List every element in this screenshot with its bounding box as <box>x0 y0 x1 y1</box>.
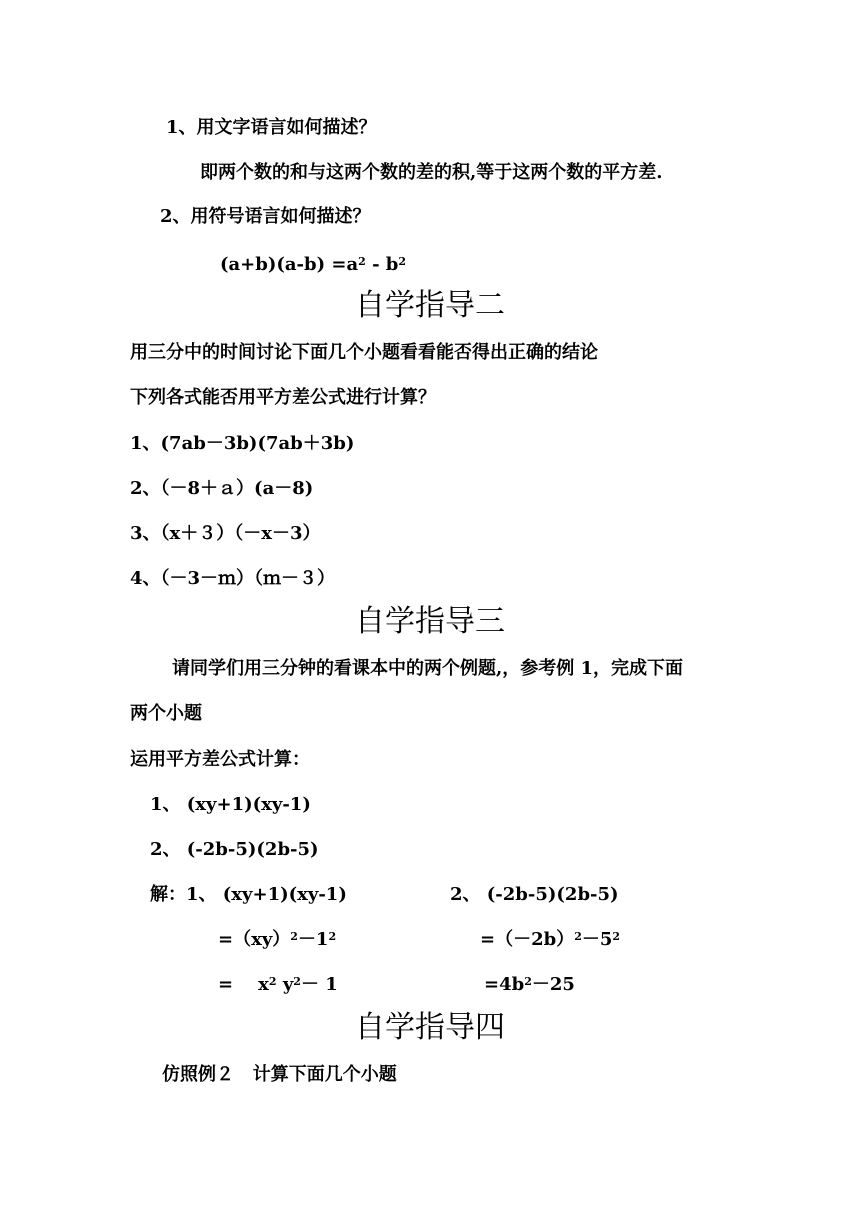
heading-guide-4: 自学指导四 <box>355 1010 505 1045</box>
guide-2-intro: 用三分中的时间讨论下面几个小题看看能否得出正确的结论 <box>130 342 598 363</box>
answer-1: 即两个数的和与这两个数的差的积,等于这两个数的平方差. <box>200 162 663 183</box>
solution-1-step-1: $=(xy)^2-1^2$ <box>218 929 337 950</box>
list-item: 3、（x＋３）（－x－3） <box>130 523 321 544</box>
list-item: 2、（－8＋ａ）(a－8) <box>130 478 314 499</box>
guide-3-task: 运用平方差公式计算： <box>130 749 310 770</box>
question-1: 1、用文字语言如何描述？ <box>166 117 377 138</box>
solution-1-label: 解：1、 (xy+1)(xy-1) <box>150 884 347 905</box>
list-item: 1、(7ab－3b)(7ab＋3b) <box>130 433 355 454</box>
heading-guide-3: 自学指导三 <box>355 604 505 639</box>
question-2: 2、用符号语言如何描述？ <box>160 206 371 227</box>
problem-1: 1、 (xy+1)(xy-1) <box>150 794 311 815</box>
solution-2-label: 2、 (-2b-5)(2b-5) <box>450 884 619 905</box>
guide-2-question: 下列各式能否用平方差公式进行计算？ <box>130 387 436 408</box>
guide-4-intro: 仿照例２ 计算下面几个小题 <box>162 1064 397 1085</box>
guide-3-intro: 请同学们用三分钟的看课本中的两个例题,，参考例 1，完成下面 <box>172 658 684 679</box>
guide-3-intro-cont: 两个小题 <box>130 703 202 724</box>
solution-2-step-1: $=(-2b)^2-5^2$ <box>480 929 621 950</box>
solution-2-step-2: $=4b^2-25$ <box>484 974 575 995</box>
problem-2: 2、 (-2b-5)(2b-5) <box>150 839 319 860</box>
heading-guide-2: 自学指导二 <box>355 288 505 323</box>
solution-1-step-2: = $x^2$ $y^2- 1$ <box>218 974 338 995</box>
list-item: 4、（－3－ｍ）（ｍ－３） <box>130 568 336 589</box>
symbol-formula: $(a+b)(a-b) =a^2 - b^2$ <box>220 254 407 275</box>
